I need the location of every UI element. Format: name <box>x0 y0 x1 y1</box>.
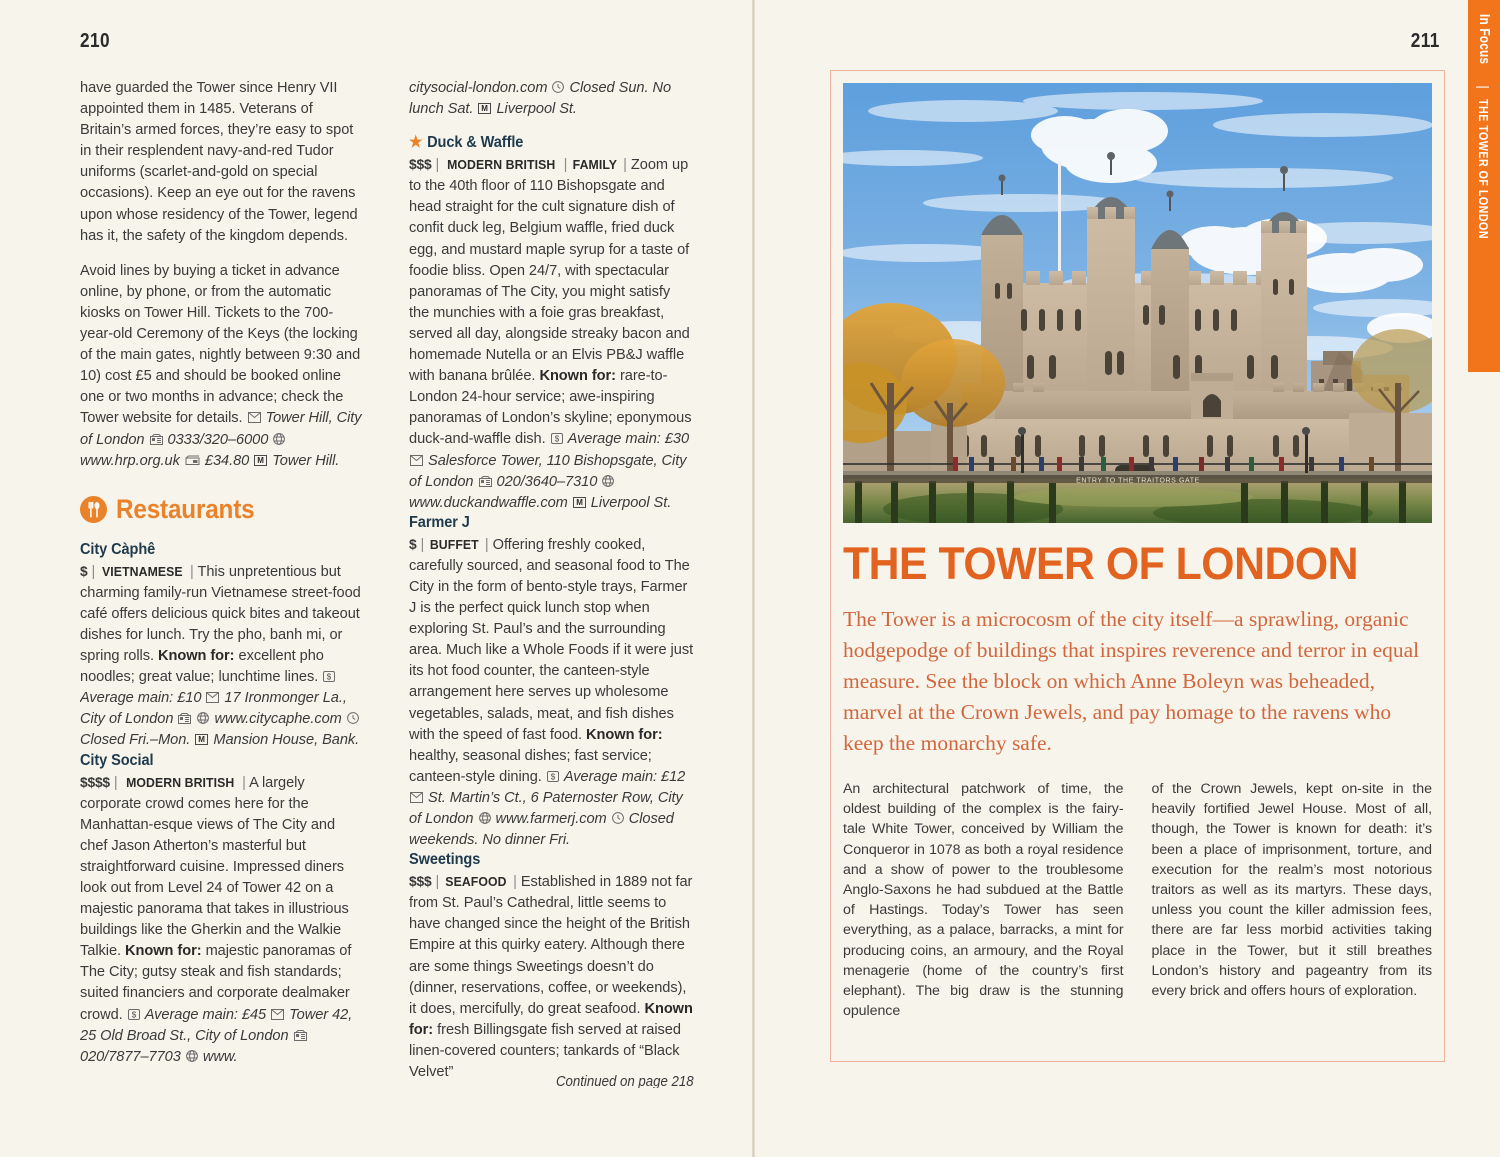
website: www.citycaphe.com <box>214 711 342 728</box>
page-number-right: 211 <box>1410 30 1440 52</box>
phone-icon <box>294 1030 307 1041</box>
website-part1: www. <box>202 1048 238 1065</box>
price-level: $$$$ <box>80 774 110 790</box>
separator: | <box>559 157 572 174</box>
underground-icon <box>195 734 208 745</box>
fork-spoon-icon <box>80 496 107 523</box>
phone-icon <box>150 434 163 445</box>
paragraph-tickets <box>80 261 365 472</box>
globe-icon <box>479 812 491 824</box>
restaurant-name: City Social <box>80 751 154 769</box>
column-2 <box>409 78 694 1088</box>
known-for-text: excellent pho noodles; great value; lunchtime lines. <box>80 648 324 686</box>
review-text: Offering freshly cooked, carefully sourced, and seasonal food to The City in the form of bento-style trays, Farmer J is the perfect quick lunch stop when exploring St. Paul’s and the surrounding area. Much like a Whole Foods if it were just its hot food counter, the canteen-style arrangement here serves up wholesome vegetables, salads, meat, and fish dishes with the speed of fast food. <box>409 536 694 743</box>
dollar-icon <box>323 671 335 682</box>
feature-column-2 <box>1152 779 1433 1021</box>
continued-note: Continued on page 218 <box>556 1074 694 1088</box>
category: MODERN BRITISH <box>125 774 235 790</box>
price-level: $$$ <box>409 874 432 890</box>
known-for-text: rare-to-London 24-hour service; awe-inspiring panoramas of London’s skyline; eponymous duck-and-waffle dish. <box>409 368 692 448</box>
clock-icon <box>347 712 359 724</box>
dollar-icon <box>547 771 559 782</box>
page-number-left: 210 <box>80 30 110 52</box>
address: Tower 42, 25 Old Broad St., City of London <box>80 1006 353 1044</box>
side-tab-content <box>1468 0 1500 372</box>
phone-icon <box>178 713 191 724</box>
known-for-label: Known for: <box>125 943 202 960</box>
category: BUFFET <box>430 536 480 552</box>
known-for-text: majestic panoramas of The City; gutsy steak and fish standards; suited financiers and corporate dealmaker crowd. <box>80 943 352 1023</box>
star-icon: ★ <box>409 134 423 152</box>
known-for-label: Known for: <box>157 648 235 665</box>
restaurants-section-heading <box>80 494 365 525</box>
globe-icon <box>273 433 285 445</box>
address: Salesforce Tower, 110 Bishopsgate, City of London <box>409 452 687 490</box>
review-text: Established in 1889 not far from St. Paul’s Cathedral, little seems to have changed since the height of the British Empire at this quirky eatery. Although there are some things Sweetings doesn’t do (dinner, reservations, coffee, or weekends), it does, mercifully, do great seafood. <box>409 874 693 1017</box>
website: www.farmerj.com <box>495 811 607 827</box>
underground-icon <box>478 103 491 114</box>
category: VIETNAMESE <box>102 563 183 579</box>
globe-icon <box>602 475 614 487</box>
address: St. Martin’s Ct., 6 Paternoster Row, City of London <box>409 789 683 827</box>
average-main: Average main: £30 <box>567 431 690 448</box>
feature-paragraph: of the Crown Jewels, kept on-site in the heavily fortified Jewel House. Most of all, though, the Tower is known for death: it’s been a place of imprisonment, torture, and execution for the realm’s most notorious traitors as well as its martyrs. These days, unless you count the killer admission fees, there are far less morbid activities taking place in the Tower, but it still breathes London’s history and pageantry from its every brick and offers hours of exploration. <box>1151 781 1432 1000</box>
category: MODERN BRITISH <box>447 157 556 173</box>
restaurant-body <box>409 154 694 514</box>
right-page <box>752 0 1500 1157</box>
price-level: $ <box>80 563 88 579</box>
globe-icon <box>197 712 209 724</box>
feature-title: THE TOWER OF LONDON <box>843 538 1359 589</box>
hours: Closed Fri.–Mon. <box>80 732 191 749</box>
separator: | <box>509 874 521 891</box>
in-focus-feature-box <box>830 70 1445 1062</box>
globe-icon <box>186 1050 198 1062</box>
restaurant-name: Farmer J <box>409 513 470 531</box>
tube-station: Mansion House, Bank. <box>213 732 360 749</box>
average-main: Average main: £10 <box>80 690 202 707</box>
envelope-icon <box>248 412 261 423</box>
average-main: Average main: £12 <box>563 768 686 785</box>
side-tab-section: In Focus <box>1476 14 1492 65</box>
dollar-icon <box>128 1009 140 1020</box>
separator: | <box>619 157 631 174</box>
envelope-icon <box>410 455 423 466</box>
svg-text:$: $ <box>554 434 559 444</box>
svg-text:M: M <box>257 455 265 465</box>
listing-farmer-j <box>409 514 694 851</box>
in-focus-side-tab <box>1468 0 1500 372</box>
feature-paragraph: An architectural patchwork of time, the oldest building of the complex is the fairy-tale White Tower, conceived by William the Conqueror in 1078 as both a royal residence and a show of power to the troublesome Anglo-Saxons he had subdued at the Battle of Hastings. Today’s Tower has seen everything, as a palace, barracks, a mint for producing coins, an armoury, and the Royal menagerie (home of the country’s first elephant). The big draw is the stunning opulence <box>843 781 1124 1020</box>
svg-text:$: $ <box>131 1009 136 1019</box>
clock-icon <box>552 81 564 93</box>
phone-icon <box>479 476 492 487</box>
clock-icon <box>612 812 624 824</box>
svg-text:$: $ <box>327 672 332 682</box>
hours: Closed weekends. No dinner Fri. <box>409 811 674 849</box>
tower-website: www.hrp.org.uk <box>80 452 180 469</box>
svg-text:M: M <box>481 104 489 114</box>
separator: | <box>435 874 444 891</box>
price-level: $$$ <box>409 157 432 173</box>
restaurant-name: Sweetings <box>409 851 481 869</box>
website-part2: citysocial-london.com <box>409 80 548 96</box>
phone: 020/7877–7703 <box>80 1048 181 1065</box>
restaurant-body <box>409 534 694 851</box>
separator: | <box>420 536 429 553</box>
hours: Closed Sun. No lunch Sat. <box>409 80 672 118</box>
restaurant-body <box>80 772 365 1068</box>
feature-body-columns <box>843 779 1432 1021</box>
feature-intro: The Tower is a microcosm of the city itself—a sprawling, organic hodgepodge of buildings that inspires reverence and terror in equal measure. See the block on which Anne Boleyn was beheaded, marvel at the Crown Jewels, and pay homage to the ravens who keep the monarchy safe. <box>843 607 1420 755</box>
envelope-icon <box>410 792 423 803</box>
side-tab-title: THE TOWER OF LONDON <box>1476 98 1492 239</box>
price-level: $ <box>409 536 417 552</box>
listing-duck-and-waffle <box>409 134 694 514</box>
category-family: FAMILY <box>573 157 618 173</box>
feature-column-1 <box>843 779 1124 1021</box>
review-text: Zoom up to the 40th floor of 110 Bishopsgate and head straight for the cult signature dish of confit duck leg, Belgium waffle, fried duck egg, and mustard maple syrup for a taste of foodie bliss. Open 24/7, with spectacular panoramas of The City, you might satisfy the munchies with a foie gras breakfast, served all day, alongside streaky bacon and homemade Nutella or an Elvis PB&J waffle with banana brûlée. <box>409 157 690 385</box>
listing-sweetings <box>409 851 694 1083</box>
tower-price: £34.80 <box>204 452 250 469</box>
envelope-icon <box>206 692 219 703</box>
separator: | <box>91 563 100 580</box>
listing-city-social <box>80 752 365 1068</box>
website: www.duckandwaffle.com <box>409 494 568 511</box>
restaurant-name-row <box>409 134 677 152</box>
review-text: A largely corporate crowd comes here for the Manhattan-esque views of The City and chef Jason Atherton’s masterful but straightforward cuisine. Impressed diners look out from Level 24 of Tower 42 on a majestic panorama that takes in illustrious buildings like the Gherkin and the Walkie Talkie. <box>80 774 349 960</box>
tower-of-london-photo <box>843 83 1432 523</box>
underground-icon <box>254 455 267 466</box>
svg-text:$: $ <box>550 772 556 782</box>
svg-text:M: M <box>575 497 583 507</box>
phone: 020/3640–7310 <box>496 473 598 490</box>
review-text: This unpretentious but charming family-run Vietnamese street-food café offers delicious quick bites and takeout dishes for lunch. Try the pho, banh mi, or spring rolls. <box>80 563 361 665</box>
svg-text:M: M <box>198 735 206 745</box>
tube-station: Liverpool St. <box>590 494 672 511</box>
restaurant-body <box>80 561 365 752</box>
known-for-label: Known for: <box>409 1000 693 1038</box>
tower-phone: 0333/320–6000 <box>167 431 269 448</box>
envelope-icon <box>271 1009 284 1020</box>
paragraph-guards: have guarded the Tower since Henry VII appointed them in 1485. Veterans of Britain’s armed forces, they’re easy to spot in their resplendent navy-and-red Tudor uniforms (scarlet-and-gold on special occasions). Keep an eye out for the ravens upon whose residency of the Tower, legend has it, the safety of the kingdom depends. <box>80 80 358 244</box>
separator: | <box>113 774 122 791</box>
restaurant-name: Duck & Waffle <box>427 134 524 152</box>
book-gutter <box>752 0 755 1157</box>
average-main: Average main: £45 <box>144 1006 267 1023</box>
address: 17 Ironmonger La., City of London <box>80 690 347 728</box>
restaurants-heading-label: Restaurants <box>116 493 255 524</box>
separator: | <box>185 563 198 580</box>
category: SEAFOOD <box>445 874 507 890</box>
tower-photo-illustration <box>843 83 1432 523</box>
column-1 <box>80 78 365 1088</box>
restaurant-body <box>409 871 694 1083</box>
separator: | <box>238 774 250 791</box>
paragraph-tickets-text: Avoid lines by buying a ticket in advance online, by phone, or from the automatic kiosks on Tower Hill. Tickets to the 700-year-old Ceremony of the Keys (the locking of the main gates, nightly between 9:30 and 10) cost £5 and should be booked online one or two months in advance; check the Tower website for details. <box>80 262 361 427</box>
photo-gate-caption: ENTRY TO THE TRAITORS GATE <box>1076 477 1200 485</box>
known-for-label: Known for: <box>539 368 616 385</box>
underground-icon <box>573 497 586 508</box>
side-tab-divider: | <box>1476 85 1492 89</box>
known-for-text: fresh Billingsgate fish served at raised linen-covered counters; tankards of “Black Velvet” <box>409 1021 681 1081</box>
left-page-columns <box>80 78 694 1088</box>
tower-tube: Tower Hill. <box>272 452 340 469</box>
dollar-icon <box>551 433 563 444</box>
restaurant-name: City Càphê <box>80 540 156 558</box>
ticket-icon <box>185 455 200 466</box>
city-social-continuation <box>409 78 694 120</box>
known-for-text: healthy, seasonal dishes; fast service; canteen-style dining. <box>409 747 652 785</box>
separator: | <box>435 157 444 174</box>
tower-address: Tower Hill, City of London <box>80 410 362 448</box>
known-for-label: Known for: <box>586 726 663 743</box>
listing-city-caphe <box>80 541 365 752</box>
separator: | <box>480 536 493 553</box>
tube-station: Liverpool St. <box>496 101 577 118</box>
